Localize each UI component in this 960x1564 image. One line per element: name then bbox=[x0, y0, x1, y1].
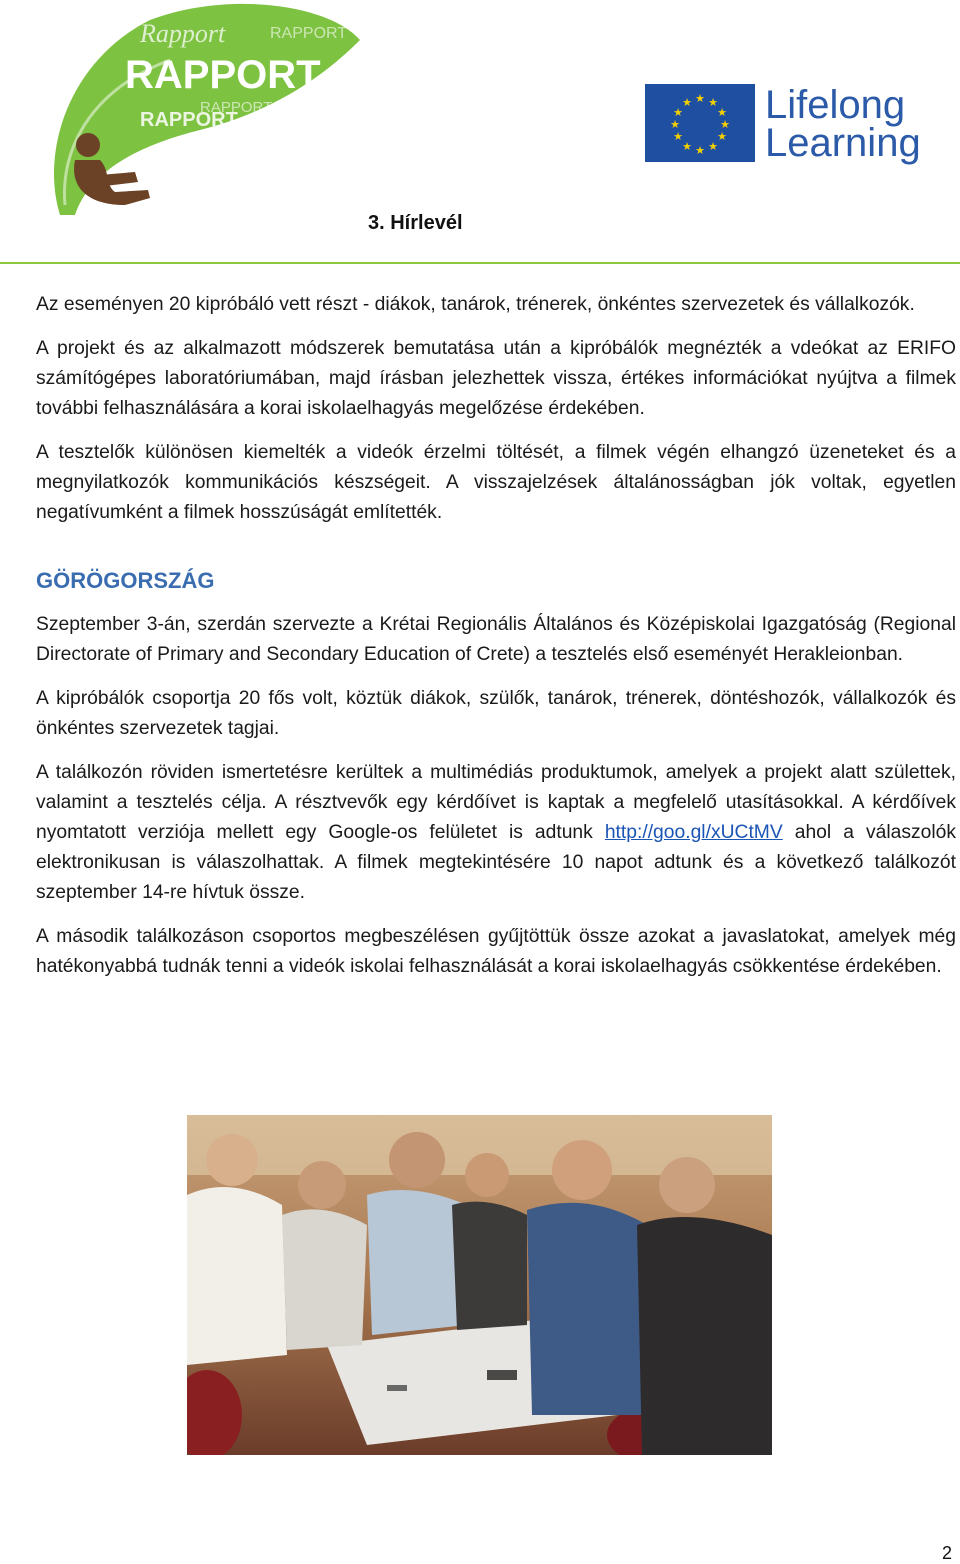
greece-p3-text-after: ahol a válaszolók elektronikusan is válaszolhattak. A filmek megtekintésére 10 napot adtunk és a következő találkozót szeptember 14-re hívtuk össze. bbox=[36, 822, 956, 903]
svg-text:★: ★ bbox=[717, 130, 727, 143]
rapport-logo bbox=[30, 0, 360, 215]
greece-p3-text-before: A találkozón röviden ismertetésre kerültek a multimédiás produktumok, amelyek a projekt alatt születtek, valamint a tesztelés célja. A résztvevők egy kérdőívet is kaptak a megfelelő utasításokkal. A kérdőívek nyomtatott verziója mellett egy Google-os felületet is adtunk bbox=[36, 762, 956, 843]
meeting-photo bbox=[187, 1115, 772, 1455]
page-number: 2 bbox=[942, 1543, 953, 1563]
article-body bbox=[36, 290, 956, 982]
svg-text:★: ★ bbox=[673, 106, 683, 119]
svg-text:★: ★ bbox=[673, 130, 683, 143]
logo-fragment-1: Rapport bbox=[140, 19, 226, 48]
svg-text:★: ★ bbox=[670, 118, 680, 131]
svg-text:★: ★ bbox=[708, 140, 718, 153]
page-header bbox=[0, 0, 960, 265]
lifelong-word: Lifelong bbox=[765, 83, 906, 127]
logo-fragment-2: RAPPORT bbox=[270, 25, 348, 42]
logo-fragment-4: RAPPORT bbox=[140, 109, 238, 131]
svg-text:★: ★ bbox=[717, 106, 727, 119]
svg-text:★: ★ bbox=[682, 96, 692, 109]
intro-paragraph-3: A tesztelők különösen kiemelték a videók érzelmi töltését, a filmek végén elhangzó üzeneteket és a megnyilatkozók kommunikációs készségeit. A visszajelzések általánosságban jók voltak, egyetlen negatívumként a filmek hosszúságát említették. bbox=[36, 442, 956, 523]
greece-paragraph-1: Szeptember 3-án, szerdán szervezte a Krétai Regionális Általános és Középiskolai Igazgatóság (Regional Directorate of Primary and Secondary Education of Crete) a tesztelés első eseményét Herakleionban. bbox=[36, 614, 956, 665]
svg-text:★: ★ bbox=[682, 140, 692, 153]
intro-paragraph-2: A projekt és az alkalmazott módszerek bemutatása után a kipróbálók megnézték a vdeókat az ERIFO számítógépes laboratóriumában, majd írásban jelezhettek vissza, értékes információkat nyújtva a filmek további felhasználására a korai iskolaelhagyás megelőzése érdekében. bbox=[36, 338, 956, 419]
lifelong-learning-text bbox=[765, 83, 921, 165]
section-title-greece: GÖRÖGORSZÁG bbox=[36, 568, 215, 593]
header-divider bbox=[0, 262, 960, 264]
eu-flag-icon bbox=[645, 84, 755, 162]
svg-text:★: ★ bbox=[720, 118, 730, 131]
greece-paragraph-3 bbox=[36, 758, 956, 908]
logo-fragment-3: RAPPORT bbox=[200, 99, 273, 116]
logo-wordmark: RAPPORT bbox=[125, 53, 321, 97]
svg-text:★: ★ bbox=[708, 96, 718, 109]
intro-paragraph-1: Az eseményen 20 kipróbáló vett részt - diákok, tanárok, trénerek, önkéntes szervezetek és vállalkozók. bbox=[36, 294, 915, 315]
questionnaire-link[interactable]: http://goo.gl/xUCtMV bbox=[604, 822, 783, 843]
svg-text:★: ★ bbox=[695, 144, 705, 157]
lifelong-learning-logo bbox=[645, 80, 921, 170]
greece-paragraph-4: A második találkozáson csoportos megbeszélésen gyűjtöttük össze azokat a javaslatokat, amelyek még hatékonyabbá tudnák tenni a videók iskolai felhasználását a korai iskolaelhagyás csökkentése érdekében. bbox=[36, 926, 956, 977]
learning-word: Learning bbox=[765, 121, 921, 165]
svg-text:★: ★ bbox=[695, 92, 705, 105]
greece-paragraph-2: A kipróbálók csoportja 20 fős volt, köztük diákok, szülők, tanárok, trénerek, döntéshozók, vállalkozók és önkéntes szervezetek tagjai. bbox=[36, 688, 956, 739]
newsletter-title: 3. Hírlevél bbox=[368, 212, 463, 234]
